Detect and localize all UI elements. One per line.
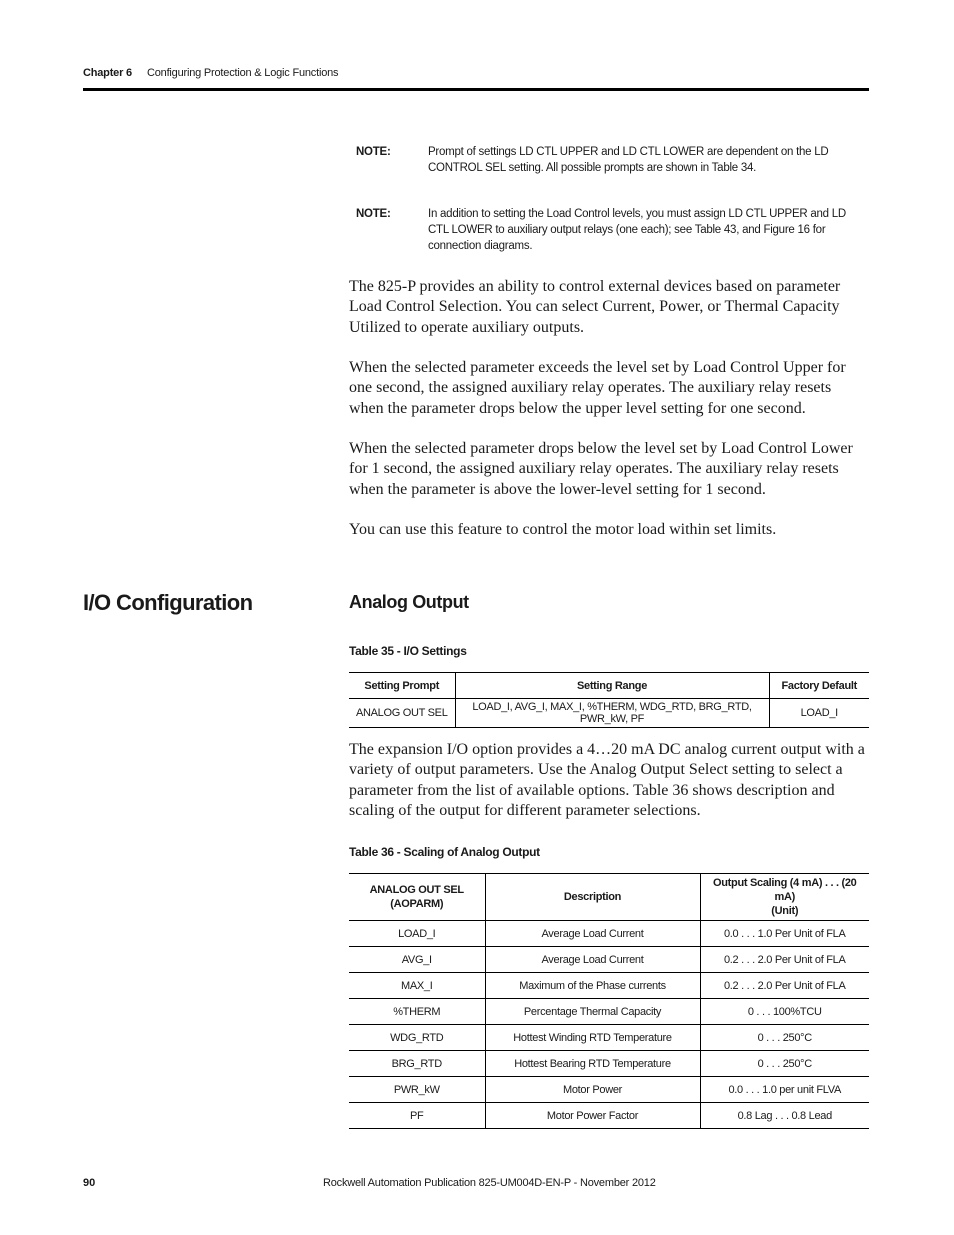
column-header-line: ANALOG OUT SEL [369,884,464,896]
table-cell: WDG_RTD [349,1025,485,1051]
table-cell: AVG_I [349,947,485,973]
note-label: NOTE: [356,146,391,158]
section-heading: I/O Configuration [83,590,253,615]
table-cell: LOAD_I [769,699,869,728]
page-number: 90 [83,1177,96,1189]
table-cell: PWR_kW [349,1077,485,1103]
column-header: Setting Prompt [349,673,455,699]
table-cell: ANALOG OUT SEL [355,707,448,719]
note-label: NOTE: [356,208,391,220]
chapter-label: Chapter 6 [83,67,132,79]
column-header: Factory Default [769,673,869,699]
table-cell: MAX_I [349,973,485,999]
page-header [83,66,869,90]
column-header-line: (AOPARM) [390,898,444,910]
table-cell: Maximum of the Phase currents [485,973,700,999]
column-header: Setting Range [455,673,769,699]
table-caption: Table 36 - Scaling of Analog Output [349,845,540,859]
publication-info: Rockwell Automation Publication 825-UM004D-EN-P - November 2012 [323,1177,656,1189]
table-cell: PF [349,1103,485,1129]
table-cell: 0.0 . . . 1.0 per unit FLVA [700,1077,869,1103]
column-header-line: Description [563,891,622,903]
column-header-line: Output Scaling (4 mA) . . . (20 mA) [713,877,857,903]
io-settings-table [349,672,869,728]
table-row [349,947,869,973]
table-cell: Motor Power Factor [485,1103,700,1129]
table-cell: Average Load Current [485,921,700,947]
table-cell: 0 . . . 100%TCU [700,999,869,1025]
table-row [349,921,869,947]
table-row [349,1025,869,1051]
table-cell: 0.2 . . . 2.0 Per Unit of FLA [700,947,869,973]
table-caption: Table 35 - I/O Settings [349,644,467,658]
analog-output-scaling-table [349,873,869,1129]
table-cell: 0 . . . 250°C [700,1025,869,1051]
table-cell: %THERM [349,999,485,1025]
body-paragraph: When the selected parameter drops below the level set by Load Control Lower for 1 second, the assigned auxiliary relay operates. The auxiliary relay resets when the parameter is above the lower-level setting for 1 second. [349,440,853,498]
table-cell: LOAD_I [398,927,436,940]
subsection-heading: Analog Output [349,592,469,612]
table-cell: Average Load Current [485,947,700,973]
column-header [700,874,869,921]
table-cell: LOAD_I, AVG_I, MAX_I, %THERM, WDG_RTD, BRG_RTD, PWR_kW, PF [455,699,769,728]
body-paragraph: You can use this feature to control the motor load within set limits. [349,521,777,538]
body-paragraph: The expansion I/O option provides a 4…20 mA DC analog current output with a variety of output parameters. Use the Analog Output Select setting to select a parameter from the list of available options. Table 36 shows description and scaling of the output for different parameter selections. [349,741,865,819]
note-text: Prompt of settings LD CTL UPPER and LD CTL LOWER are dependent on the LD CONTROL SEL setting. All possible prompts are shown in Table 34. [428,146,829,174]
table-cell: Hottest Bearing RTD Temperature [485,1051,700,1077]
column-header [485,874,700,921]
table-cell: Percentage Thermal Capacity [485,999,700,1025]
body-paragraph: The 825-P provides an ability to control external devices based on parameter Load Control Selection. You can select Current, Power, or Thermal Capacity Utilized to operate auxiliary outputs. [349,278,841,336]
table-header-row [349,673,869,699]
table-row [349,999,869,1025]
table-cell: BRG_RTD [349,1051,485,1077]
table-cell: Hottest Winding RTD Temperature [485,1025,700,1051]
table-cell: 0.0 . . . 1.0 Per Unit of FLA [700,921,869,947]
table-row [349,973,869,999]
table-cell: 0.2 . . . 2.0 Per Unit of FLA [700,973,869,999]
column-header [349,874,485,921]
body-paragraph: When the selected parameter exceeds the level set by Load Control Upper for one second, the assigned auxiliary relay operates. The auxiliary relay resets when the parameter drops below the upper level setting for one second. [349,359,846,417]
chapter-title: Configuring Protection & Logic Functions [147,67,339,79]
table-row [349,699,869,728]
table-row [349,1103,869,1129]
table-cell: Motor Power [485,1077,700,1103]
header-rule [83,88,869,91]
table-row [349,1077,869,1103]
table-row [349,1051,869,1077]
column-header-line: (Unit) [771,905,799,917]
table-header-row [349,874,869,921]
note-text: In addition to setting the Load Control levels, you must assign LD CTL UPPER and LD CTL LOWER to auxiliary output relays (one each); see Table 43, and Figure 16 for connection diagrams. [428,208,846,252]
table-cell: 0.8 Lag . . . 0.8 Lead [700,1103,869,1129]
table-cell: 0 . . . 250°C [700,1051,869,1077]
